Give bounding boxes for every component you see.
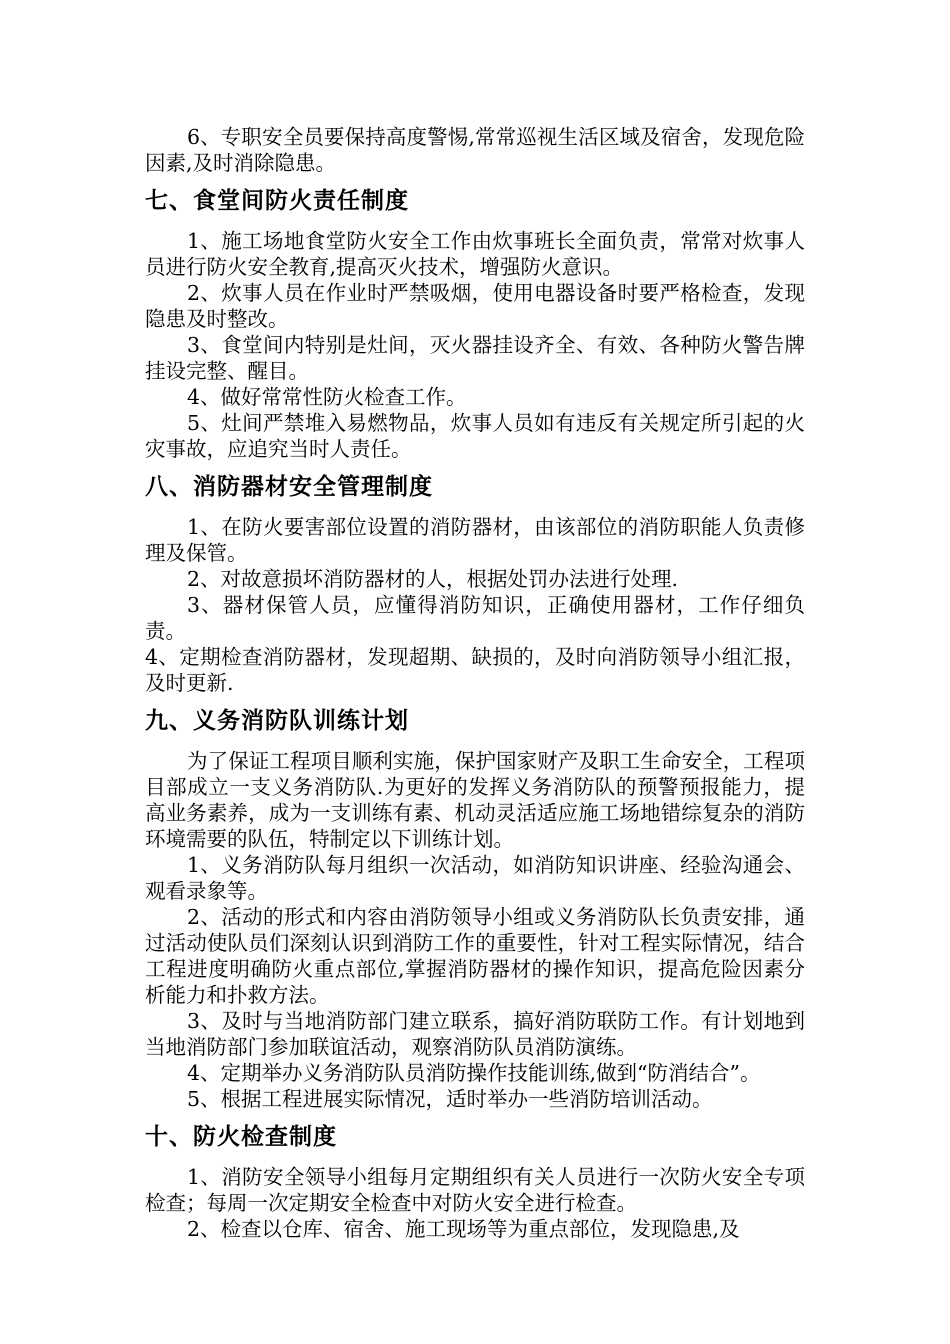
paragraph: 2、检查以仓库、宿舍、施工现场等为重点部位，发现隐患,及: [187, 1217, 740, 1241]
paragraph: 为了保证工程项目顺利实施，保护国家财产及职工生命安全，工程项目部成立一支义务消防队.为更好的发挥义务消防队的预警预报能力，提高业务素养，成为一支训练有素、机动灵活适应施工场地错综复杂的消防环境需要的队伍，特制定以下训练计划。: [145, 749, 805, 851]
section-volunteer-fire-brigade-training: [145, 706, 805, 1112]
section-heading: 七、食堂间防火责任制度: [145, 188, 409, 214]
paragraph: 2、炊事人员在作业时严禁吸烟，使用电器设备时要严格检查，发现隐患及时整改。: [145, 281, 805, 331]
section-heading: 八、消防器材安全管理制度: [145, 474, 433, 500]
paragraph: 4、定期举办义务消防队员消防操作技能训练,做到“防消结合”。: [187, 1061, 761, 1085]
section-canteen-fire-responsibility: [145, 186, 805, 462]
paragraph: 3、及时与当地消防部门建立联系，搞好消防联防工作。有计划地到当地消防部门参加联谊活动，观察消防队员消防演练。: [145, 1009, 805, 1059]
paragraph: 1、义务消防队每月组织一次活动，如消防知识讲座、经验沟通会、观看录象等。: [145, 853, 805, 903]
paragraph: 4、定期检查消防器材，发现超期、缺损的，及时向消防领导小组汇报，及时更新.: [145, 645, 805, 695]
section-fire-inspection: [145, 1122, 805, 1242]
paragraph: 1、在防火要害部位设置的消防器材，由该部位的消防职能人负责修理及保管。: [145, 515, 805, 565]
paragraph: 1、施工场地食堂防火安全工作由炊事班长全面负责，常常对炊事人员进行防火安全教育,提高灭火技术，增强防火意识。: [145, 229, 805, 279]
paragraph-6-safety-officer: 6、专职安全员要保持高度警惕,常常巡视生活区域及宿舍，发现危险因素,及时消除隐患。: [145, 125, 805, 175]
paragraph: 1、消防安全领导小组每月定期组织有关人员进行一次防火安全专项检查；每周一次定期安全检查中对防火安全进行检查。: [145, 1165, 805, 1215]
section-heading: 十、防火检查制度: [145, 1124, 337, 1150]
section-intro: [145, 124, 805, 176]
paragraph: 5、灶间严禁堆入易燃物品，炊事人员如有违反有关规定所引起的火灾事故，应追究当时人责任。: [145, 411, 805, 461]
paragraph: 3、器材保管人员，应懂得消防知识，正确使用器材，工作仔细负责。: [145, 593, 805, 643]
paragraph: 4、做好常常性防火检查工作。: [187, 385, 467, 409]
paragraph: 2、对故意损坏消防器材的人，根据处罚办法进行处理.: [187, 567, 679, 591]
section-fire-equipment-management: [145, 472, 805, 696]
document-page: [145, 124, 805, 1242]
paragraph: 2、活动的形式和内容由消防领导小组或义务消防队长负责安排，通过活动使队员们深刻认识到消防工作的重要性，针对工程实际情况，结合工程进度明确防火重点部位,掌握消防器材的操作知识，提高危险因素分析能力和扑救方法。: [145, 905, 805, 1007]
paragraph: 3、食堂间内特别是灶间，灭火器挂设齐全、有效、各种防火警告牌挂设完整、醒目。: [145, 333, 805, 383]
section-heading: 九、义务消防队训练计划: [145, 708, 409, 734]
paragraph: 5、根据工程进展实际情况，适时举办一些消防培训活动。: [187, 1087, 713, 1111]
